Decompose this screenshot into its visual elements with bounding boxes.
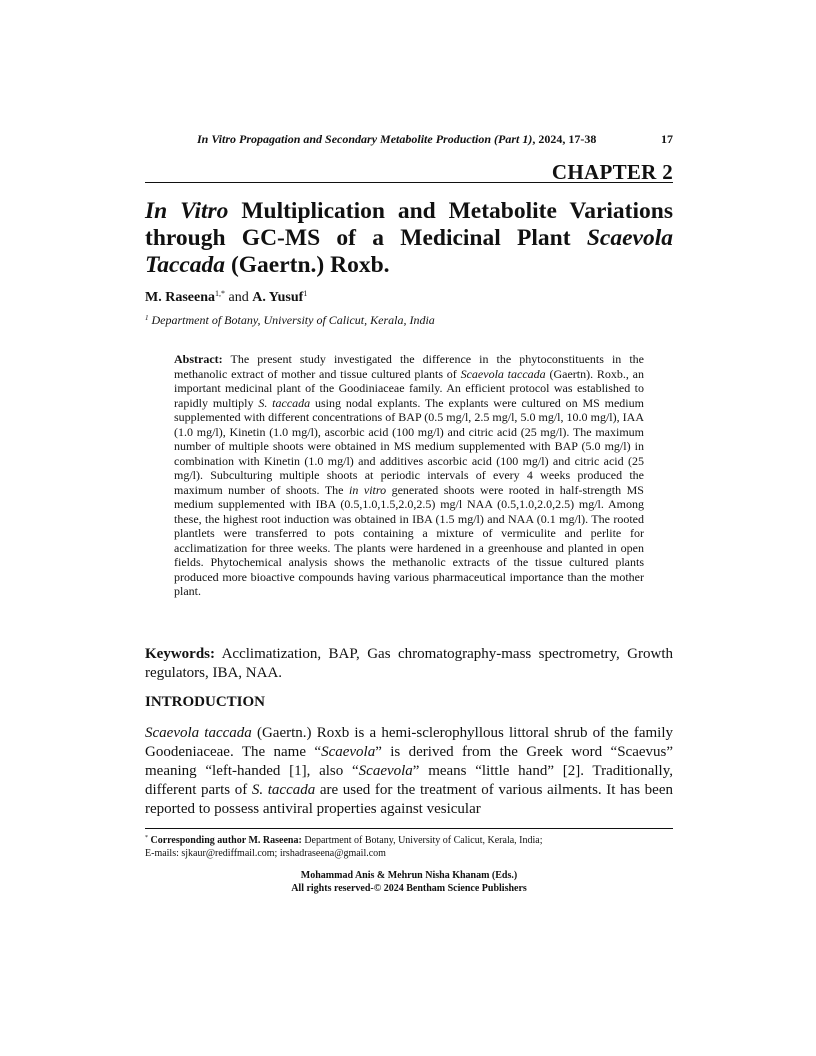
page-number: 17 (661, 132, 673, 146)
abstract: Abstract: The present study investigated the difference in the phytoconstituents in the methanolic extract of mother and tissue cultured plants of Scaevola taccada (Gaertn). Roxb., an important medicinal plant of the Goodiniaceae family. An efficient protocol was established to rapidly multiply S. taccada using nodal explants. The explants were cultured on MS medium supplemented with different concentrations of BAP (0.5 mg/l, 2.5 mg/l, 5.0 mg/l, 10.0 mg/l), IAA (1.0 mg/l), Kinetin (1.0 mg/l), ascorbic acid (100 mg/l) and citric acid (25 mg/l). The maximum number of multiple shoots were obtained in MS medium supplemented with BAP (5.0 mg/l) in combination with Kinetin (1.0 mg/l) and additives ascorbic acid (100 mg/l) and citric acid (25 mg/l). Subculturing multiple shoots at periodic intervals of every 4 weeks produced the maximum number of shoots. The in vitro generated shoots were rooted in half-strength MS medium supplemented with IBA (0.5,1.0,1.5,2.0,2.5) mg/l NAA (0.5,1.0,2.0,2.5) mg/l. Among these, the highest root induction was obtained in IBA (1.5 mg/l) and NAA (0.1 mg/l). The rooted plantlets were transferred to pots containing a mixture of vermiculite and perlite for acclimatization for three weeks. The plants were hardened in a greenhouse and planted in open fields. Phytochemical analysis shows the methanolic extracts of the tissue cultured plants produced more bioactive compounds having various pharmaceutical importance than the mother plant. (174, 352, 644, 598)
footnote-emails: E-mails: sjkaur@rediffmail.com; irshadraseena@gmail.com (145, 848, 386, 859)
running-head-journal: In Vitro Propagation and Secondary Metabolite Production (Part 1), 2024, 17-38 (197, 132, 597, 146)
running-head-details: , 2024, 17-38 (532, 132, 597, 146)
footnote-rule (145, 828, 673, 829)
author-name: M. Raseena (145, 290, 215, 305)
author-list: M. Raseena$^{1,*}$ and A. Yusuf$^1$ (145, 289, 308, 305)
keywords: Keywords: Acclimatization, BAP, Gas chromatography-mass spectrometry, Growth regulators, IBA, NAA. (145, 646, 673, 681)
abstract-label: Abstract: (174, 352, 223, 366)
footnote: * Corresponding author M. Raseena: Department of Botany, University of Calicut, Kerala, India; E-mails: sjkaur@rediffmail.com; irshadraseena@gmail.com (145, 835, 543, 859)
chapter-rule (145, 182, 673, 183)
author-name: A. Yusuf (252, 290, 304, 305)
copyright-line: All rights reserved-© 2024 Bentham Science Publishers (291, 883, 527, 894)
editors-line: Mohammad Anis & Mehrun Nisha Khanam (Eds.) (300, 870, 518, 881)
introduction-paragraph: Scaevola taccada (Gaertn.) Roxb is a hemi-sclerophyllous littoral shrub of the family Goodeniaceae. The name “Scaevola” is derived from the Greek word “Scaevus” meaning “left-handed [1], also “Scaevola” means “little hand” [2]. Traditionally, different parts of S. taccada are used for the treatment of various ailments. It has been reported to possess antiviral properties against vesicular (145, 725, 673, 817)
section-heading: INTRODUCTION (145, 694, 266, 710)
affiliation: $^1$ Department of Botany, University of Calicut, Kerala, India (145, 313, 435, 327)
publisher-info (145, 869, 673, 895)
keywords-label: Keywords: (145, 646, 215, 662)
chapter-label: CHAPTER 2 (551, 160, 673, 184)
paper-title: In Vitro Multiplication and Metabolite Variations through GC-MS of a Medicinal Plant Scaevola Taccada (Gaertn.) Roxb. (145, 198, 673, 278)
